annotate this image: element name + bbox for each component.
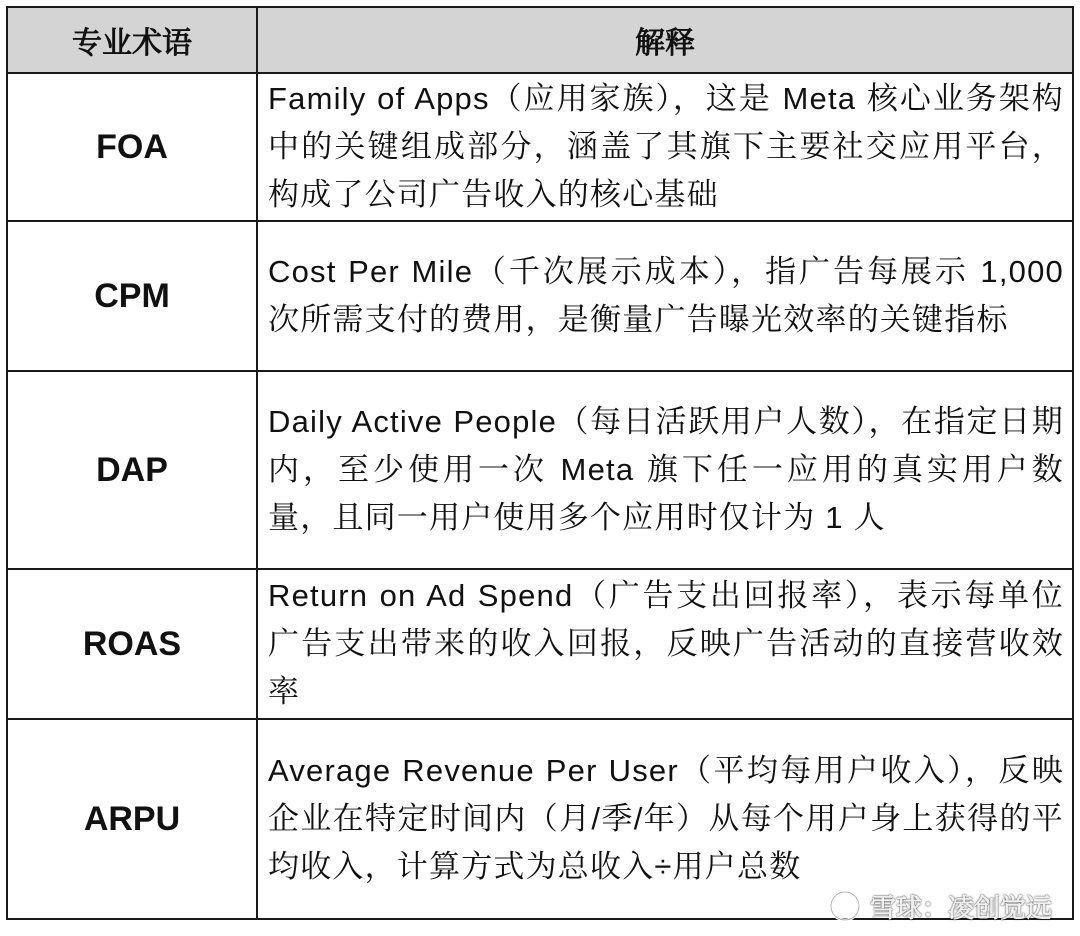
definition-cell: Return on Ad Spend（广告支出回报率），表示每单位广告支出带来的收入回报，反映广告活动的直接营收效率 (257, 569, 1073, 719)
glossary-table (6, 6, 1074, 920)
header-definition: 解释 (257, 7, 1073, 73)
term-cell: ROAS (7, 569, 257, 719)
term-cell: ARPU (7, 719, 257, 919)
header-term: 专业术语 (7, 7, 257, 73)
definition-cell: Average Revenue Per User（平均每用户收入），反映企业在特定时间内（月/季/年）从每个用户身上获得的平均收入，计算方式为总收入÷用户总数 (257, 719, 1073, 919)
definition-cell: Family of Apps（应用家族），这是 Meta 核心业务架构中的关键组成部分，涵盖了其旗下主要社交应用平台，构成了公司广告收入的核心基础 (257, 73, 1073, 221)
watermark-text: 雪球：凌创觉远 (869, 893, 1052, 924)
table-row (7, 569, 1073, 719)
definition-cell: Cost Per Mile（千次展示成本），指广告每展示 1,000 次所需支付的费用，是衡量广告曝光效率的关键指标 (257, 221, 1073, 371)
table-row (7, 73, 1073, 221)
snowball-logo-icon (828, 889, 862, 923)
watermark (828, 886, 1052, 926)
term-cell: DAP (7, 371, 257, 569)
term-cell: CPM (7, 221, 257, 371)
table-row (7, 221, 1073, 371)
table-row (7, 371, 1073, 569)
term-cell: FOA (7, 73, 257, 221)
table-header-row (7, 7, 1073, 73)
definition-cell: Daily Active People（每日活跃用户人数），在指定日期内，至少使用一次 Meta 旗下任一应用的真实用户数量，且同一用户使用多个应用时仅计为 1 人 (257, 371, 1073, 569)
